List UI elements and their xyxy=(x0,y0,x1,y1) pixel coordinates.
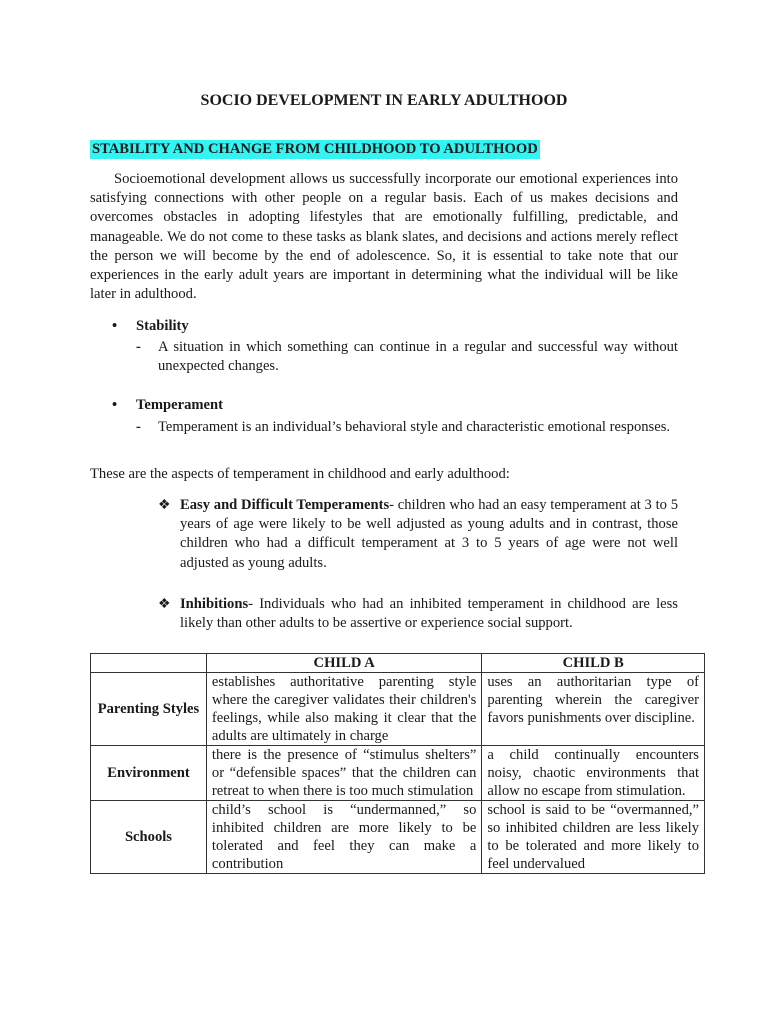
definition-text: Temperament is an individual’s behavioral style and characteristic emotional responses. xyxy=(158,419,671,435)
aspect-inhibitions xyxy=(158,595,678,633)
aspect-term: Inhibitions xyxy=(180,596,249,612)
aspects-intro: These are the aspects of temperament in childhood and early adulthood: xyxy=(90,466,510,482)
table-header-empty xyxy=(91,654,207,673)
definition-temperament xyxy=(136,418,678,437)
bullet-label: Stability xyxy=(136,318,189,334)
dash-icon: - xyxy=(136,419,141,435)
table-header-child-b: CHILD B xyxy=(482,654,705,673)
bullet-label: Temperament xyxy=(136,397,224,413)
table-header-row xyxy=(91,654,705,673)
bullet-temperament xyxy=(112,397,223,414)
diamond-bullet-icon: ❖ xyxy=(158,498,171,513)
row-label: Schools xyxy=(91,801,207,874)
cell-child-a: child’s school is “undermanned,” so inhibited children are more likely to be tolerated and feel they can make a contribution xyxy=(206,801,481,874)
aspect-text: - children who had an easy temperament at 3 to 5 years of age were likely to be well adjusted as young adults and in contrast, those children who had a difficult temperament at 3 to 5 years of age were not well adjusted as young adults. xyxy=(180,497,678,571)
cell-child-b: school is said to be “overmanned,” so inhibited children are less likely to be tolerated and more likely to feel undervalued xyxy=(482,801,705,874)
comparison-table xyxy=(90,653,705,874)
cell-child-a: establishes authoritative parenting style where the caregiver validates their children's feelings, while also making it clear that the adults are ultimately in charge xyxy=(206,673,481,746)
aspect-easy-difficult xyxy=(158,496,678,573)
cell-child-b: uses an authoritarian type of parenting wherein the caregiver favors punishments over discipline. xyxy=(482,673,705,746)
cell-child-b: a child continually encounters noisy, chaotic environments that allow no escape from stimulation. xyxy=(482,746,705,801)
cell-child-a: there is the presence of “stimulus shelters” or “defensible spaces” that the children can retreat to when there is too much stimulation xyxy=(206,746,481,801)
definition-text: A situation in which something can continue in a regular and successful way without unexpected changes. xyxy=(158,339,678,375)
diamond-bullet-icon: ❖ xyxy=(158,597,171,612)
table-row xyxy=(91,801,705,874)
row-label: Environment xyxy=(91,746,207,801)
table-row xyxy=(91,673,705,746)
intro-paragraph: Socioemotional development allows us successfully incorporate our emotional experiences into satisfying connections with other people on a regular basis. Each of us makes decisions and overcomes obstacles in adopting lifestyles that are emotionally fulfilling, predictable, and manageable. We do not come to these tasks as blank slates, and decisions and actions merely reflect the person we will become by the end of adolescence. So, it is essential to take note that our experiences in the early adult years are important in determining what the individual will be like later in adulthood. xyxy=(90,171,678,303)
bullet-dot-icon: • xyxy=(112,397,118,413)
aspect-term: Easy and Difficult Temperaments xyxy=(180,497,390,513)
dash-icon: - xyxy=(136,339,141,355)
table-row xyxy=(91,746,705,801)
bullet-stability xyxy=(112,318,189,335)
section-heading: STABILITY AND CHANGE FROM CHILDHOOD TO ADULTHOOD xyxy=(92,141,538,157)
aspect-text: - Individuals who had an inhibited temperament in childhood are less likely than other adults to be assertive or experience social support. xyxy=(180,596,678,632)
bullet-dot-icon: • xyxy=(112,318,118,334)
table-header-child-a: CHILD A xyxy=(206,654,481,673)
definition-stability xyxy=(136,338,678,376)
row-label: Parenting Styles xyxy=(91,673,207,746)
document-title: SOCIO DEVELOPMENT IN EARLY ADULTHOOD xyxy=(200,92,568,109)
